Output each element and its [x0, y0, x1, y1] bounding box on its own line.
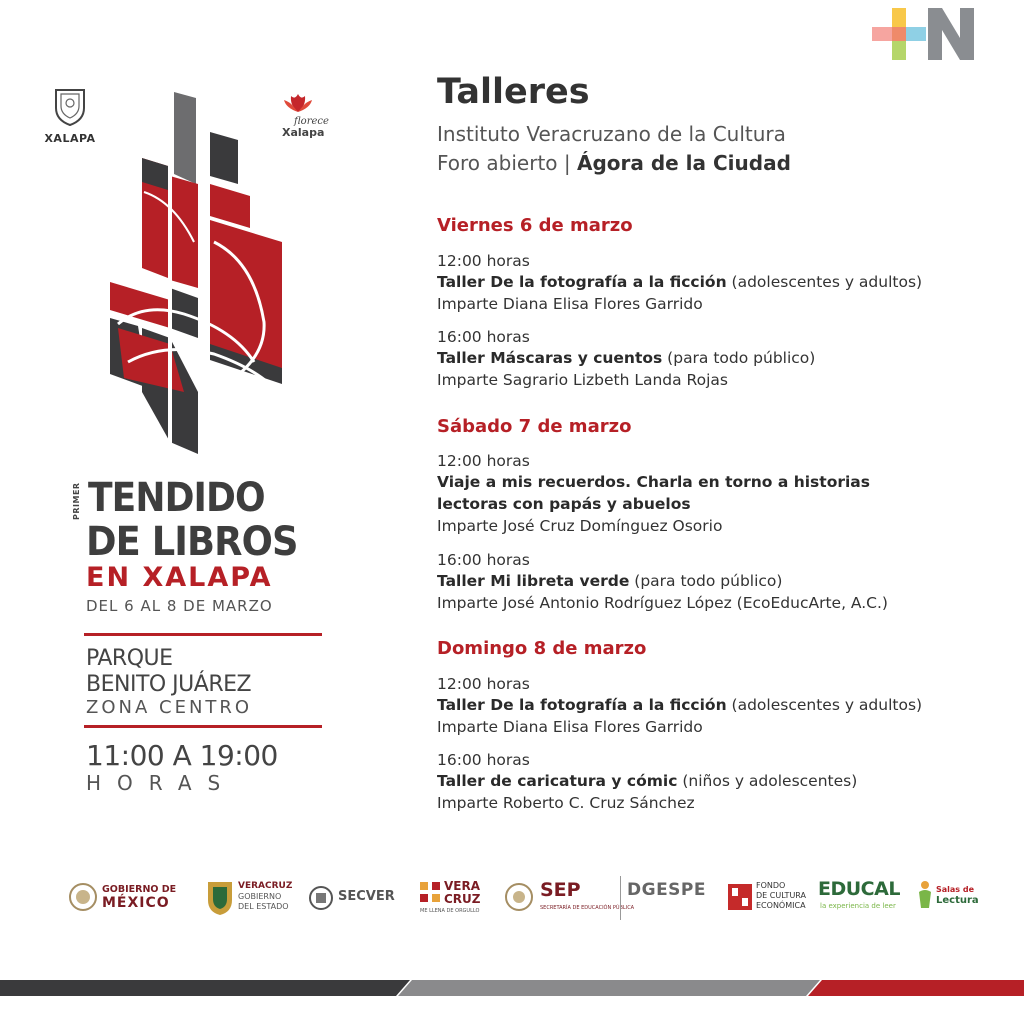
session-title — [437, 770, 857, 792]
veracruz-gobierno-logo — [206, 876, 296, 920]
session-instructor: Imparte Roberto C. Cruz Sánchez — [437, 794, 695, 812]
event-hours-label: HORAS — [86, 771, 237, 795]
divider-rule — [84, 633, 322, 636]
session-audience: (para todo público) — [629, 572, 783, 590]
brand-plus-n-logo — [872, 8, 976, 60]
session-title — [437, 694, 922, 716]
session-instructor: Imparte Diana Elisa Flores Garrido — [437, 295, 703, 313]
florece-city: Xalapa — [282, 126, 325, 139]
sponsor-logos — [68, 876, 978, 920]
fce-line1: FONDO — [756, 881, 786, 890]
secver-logo — [308, 876, 400, 920]
vera-line3: ME LLENA DE ORGULLO — [420, 908, 480, 914]
sep-seal-icon — [504, 882, 534, 912]
session-instructor: Imparte Sagrario Lizbeth Landa Rojas — [437, 371, 728, 389]
sep-logo — [504, 876, 635, 920]
xalapa-crest-label: XALAPA — [44, 132, 96, 145]
veracruz-orgullo-logo — [418, 876, 490, 920]
gob-mexico-line1: GOBIERNO DE — [102, 884, 177, 895]
event-dates: DEL 6 AL 8 DE MARZO — [86, 597, 273, 615]
veracruz-line1: VERACRUZ — [238, 881, 293, 891]
session-title-bold: lectoras con papás y abuelos — [437, 495, 691, 513]
florece-word: florece — [294, 116, 329, 127]
fce-line2: DE CULTURA — [756, 891, 807, 900]
veracruz-line2: GOBIERNO — [238, 892, 282, 901]
dgespe-label: DGESPE — [627, 880, 706, 900]
session-audience: (adolescentes y adultos) — [726, 273, 923, 291]
secver-seal-icon — [308, 885, 334, 911]
day-heading: Domingo 8 de marzo — [437, 638, 647, 659]
event-hours: 11:00 A 19:00 — [86, 739, 278, 772]
divider-rule — [84, 725, 322, 728]
day-heading: Viernes 6 de marzo — [437, 215, 633, 236]
book-flower-illustration — [104, 92, 288, 460]
sep-label: SEP — [540, 879, 581, 901]
event-title-line1: TENDIDO — [88, 475, 265, 521]
session-title-bold: Viaje a mis recuerdos. Charla en torno a historias — [437, 473, 870, 491]
venue-subtitle-bold: Ágora de la Ciudad — [576, 151, 791, 175]
day-heading: Sábado 7 de marzo — [437, 416, 632, 437]
venue-subtitle — [437, 149, 791, 177]
session-title-bold: Taller De la fotografía a la ficción — [437, 696, 727, 714]
salas-line2: Lectura — [936, 895, 979, 906]
session-audience: (para todo público) — [662, 349, 816, 367]
session-time: 16:00 horas — [437, 751, 530, 769]
crest-icon — [53, 86, 87, 126]
session-title — [437, 271, 922, 293]
session-time: 16:00 horas — [437, 551, 530, 569]
event-title-line2: DE LIBROS — [86, 519, 298, 565]
florece-xalapa-logo — [280, 88, 342, 148]
institute-name: Instituto Veracruzano de la Cultura — [437, 122, 786, 146]
bottom-color-bar — [0, 976, 1024, 998]
sep-subtitle: SECRETARÍA DE EDUCACIÓN PÚBLICA — [540, 905, 635, 911]
session-time: 12:00 horas — [437, 675, 530, 693]
fce-mark-icon — [728, 884, 752, 910]
session-title-bold: Taller Máscaras y cuentos — [437, 349, 663, 367]
vera-line2: CRUZ — [444, 892, 481, 906]
veracruz-line3: DEL ESTADO — [238, 902, 289, 911]
fce-logo — [728, 876, 814, 920]
gobierno-mexico-logo — [68, 876, 186, 920]
salas-lectura-logo — [916, 876, 979, 920]
educal-logo — [818, 876, 912, 920]
mexico-seal-icon — [68, 882, 98, 912]
session-title — [437, 570, 782, 592]
secver-label: SECVER — [338, 889, 395, 904]
session-instructor: Imparte José Antonio Rodríguez López (EcoEducArte, A.C.) — [437, 594, 888, 612]
session-title-bold: Taller De la fotografía a la ficción — [437, 273, 727, 291]
vera-line1: VERA — [444, 879, 481, 893]
venue-line2: BENITO JUÁREZ — [86, 672, 252, 697]
salas-line1: Salas de — [936, 885, 974, 894]
session-time: 16:00 horas — [437, 328, 530, 346]
session-audience: (adolescentes y adultos) — [726, 696, 923, 714]
xalapa-crest-logo — [44, 86, 96, 150]
reader-figure-icon — [916, 880, 934, 910]
dgespe-logo — [620, 876, 706, 920]
gob-mexico-line2: MÉXICO — [102, 895, 170, 911]
session-title-bold: Taller Mi libreta verde — [437, 572, 630, 590]
educal-label: EDUCAL — [818, 878, 900, 900]
session-audience: (niños y adolescentes) — [677, 772, 858, 790]
venue-line1: PARQUE — [86, 646, 173, 671]
title-primer: PRIMER — [72, 482, 81, 520]
event-title-line3: EN XALAPA — [86, 562, 273, 593]
pattern-icon — [420, 882, 440, 902]
session-instructor: Imparte José Cruz Domínguez Osorio — [437, 517, 723, 535]
venue-subtitle-plain: Foro abierto | — [437, 151, 577, 175]
session-title — [437, 471, 870, 493]
session-title — [437, 347, 815, 369]
fce-line3: ECONÓMICA — [756, 901, 806, 910]
veracruz-crest-icon — [206, 880, 234, 916]
educal-subtitle: la experiencia de leer — [820, 902, 896, 910]
session-title-bold: Taller de caricatura y cómic — [437, 772, 678, 790]
session-instructor: Imparte Diana Elisa Flores Garrido — [437, 718, 703, 736]
venue-line3: ZONA CENTRO — [86, 697, 253, 718]
session-time: 12:00 horas — [437, 452, 530, 470]
session-title-continued — [437, 493, 691, 515]
page-title: Talleres — [437, 72, 590, 112]
session-time: 12:00 horas — [437, 252, 530, 270]
